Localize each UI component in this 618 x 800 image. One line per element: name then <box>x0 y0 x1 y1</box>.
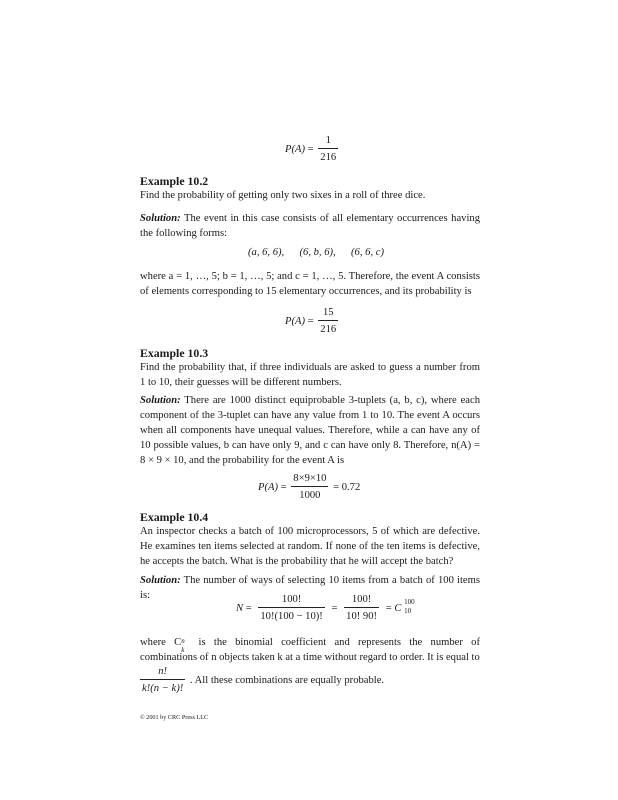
equation-probability-3 <box>258 472 360 502</box>
denominator: 10! 90! <box>346 611 378 622</box>
example-10-2-heading: Example 10.2 <box>140 174 209 188</box>
numerator: 100! <box>344 593 379 608</box>
denominator: 216 <box>320 152 337 163</box>
form-item: (a, 6, 6), <box>248 247 285 258</box>
example-10-2-problem: Find the probability of getting only two sixes in a roll of three dice. <box>140 190 426 201</box>
numerator: 15 <box>318 306 338 321</box>
binomial-subscript: 10 <box>404 607 412 615</box>
denominator: 216 <box>320 324 337 335</box>
fraction <box>258 593 324 623</box>
binomial-superscript: 100 <box>404 598 415 606</box>
fraction <box>344 593 379 623</box>
binomial-superscript: n <box>181 636 185 645</box>
example-10-3-solution <box>140 393 480 468</box>
numerator: 1 <box>318 134 338 149</box>
solution-text: The event in this case consists of all elementary occurrences having the following forms: <box>140 213 480 239</box>
factorial-fraction-line <box>138 665 384 695</box>
equation-combinations <box>236 593 416 623</box>
equals-sign: = <box>307 315 314 327</box>
fraction <box>318 134 338 164</box>
where-text-rest: is the binomial coefficient and represents the number of combinations of n objects taken k at a time without regard to order. It is equal to <box>140 637 481 663</box>
numerator: 100! <box>258 593 324 608</box>
where-text-start: where C <box>140 637 182 648</box>
denominator: 1000 <box>299 490 321 501</box>
form-item: (6, 6, c) <box>351 247 384 258</box>
solution-label: Solution: <box>140 575 181 586</box>
example-10-4-binomial-explanation <box>140 635 480 665</box>
denominator: k!(n − k)! <box>142 683 184 694</box>
binomial-indices <box>181 636 190 654</box>
binomial-indices <box>404 598 416 615</box>
example-10-3-heading: Example 10.3 <box>140 346 209 360</box>
equation-lhs: P(A) <box>258 481 278 493</box>
equation-lhs: P(A) <box>285 315 305 327</box>
example-10-4-heading: Example 10.4 <box>140 510 209 524</box>
numerator: 8×9×10 <box>291 472 328 487</box>
equation-lhs: N <box>236 602 244 614</box>
equation-lhs: P(A) <box>285 143 305 155</box>
equals-sign: = <box>245 602 252 614</box>
example-10-3-problem: Find the probability that, if three individuals are asked to guess a number from 1 to 10, their guesses will be different numbers. <box>140 362 480 388</box>
example-10-2-where: where a = 1, …, 5; b = 1, …, 5; and c = 1, …, 5. Therefore, the event A consists of elements corresponding to 15 elementary occurrences, and its probability is <box>140 271 480 297</box>
fraction <box>318 306 338 336</box>
solution-text: There are 1000 distinct equiprobable 3-tuplets (a, b, c), where each component of the 3-tuplet can have any value from 1 to 10. The event A occurs when all components have unequal values. Therefore, while a can have any of 10 possible values, b can have only 9, and c can have only 8. Therefore, n(A) = 8 × 9 × 10, and the probability for the event A is <box>140 395 480 466</box>
solution-label: Solution: <box>140 395 181 406</box>
equals-sign: = <box>385 602 392 614</box>
equation-probability-1 <box>285 134 340 164</box>
example-10-4-problem: An inspector checks a batch of 100 microprocessors, 5 of which are defective. He examines ten items selected at random. If none of the ten items is defective, he accepts the batch. What is the probability that he will accept the batch? <box>140 526 480 567</box>
binomial-c: C <box>394 602 402 614</box>
equals-sign: = <box>331 602 338 614</box>
equation-probability-2 <box>285 306 340 336</box>
form-item: (6, b, 6), <box>299 247 336 258</box>
solution-label: Solution: <box>140 213 181 224</box>
after-fraction-text: . All these combinations are equally probable. <box>189 674 385 686</box>
equals-sign: = <box>307 143 314 155</box>
denominator: 10!(100 − 10)! <box>260 611 323 622</box>
copyright-footer: © 2001 by CRC Press LLC <box>140 714 209 721</box>
example-10-2-solution <box>140 211 480 241</box>
binomial-subscript: k <box>181 645 185 654</box>
numerator: n! <box>140 665 185 680</box>
event-forms <box>248 247 384 258</box>
equation-result: = 0.72 <box>333 481 361 493</box>
fraction <box>140 665 185 695</box>
solution-text: The number of ways of selecting 10 items from a batch of 100 items is: <box>140 575 480 601</box>
fraction <box>291 472 328 502</box>
equals-sign: = <box>280 481 287 493</box>
